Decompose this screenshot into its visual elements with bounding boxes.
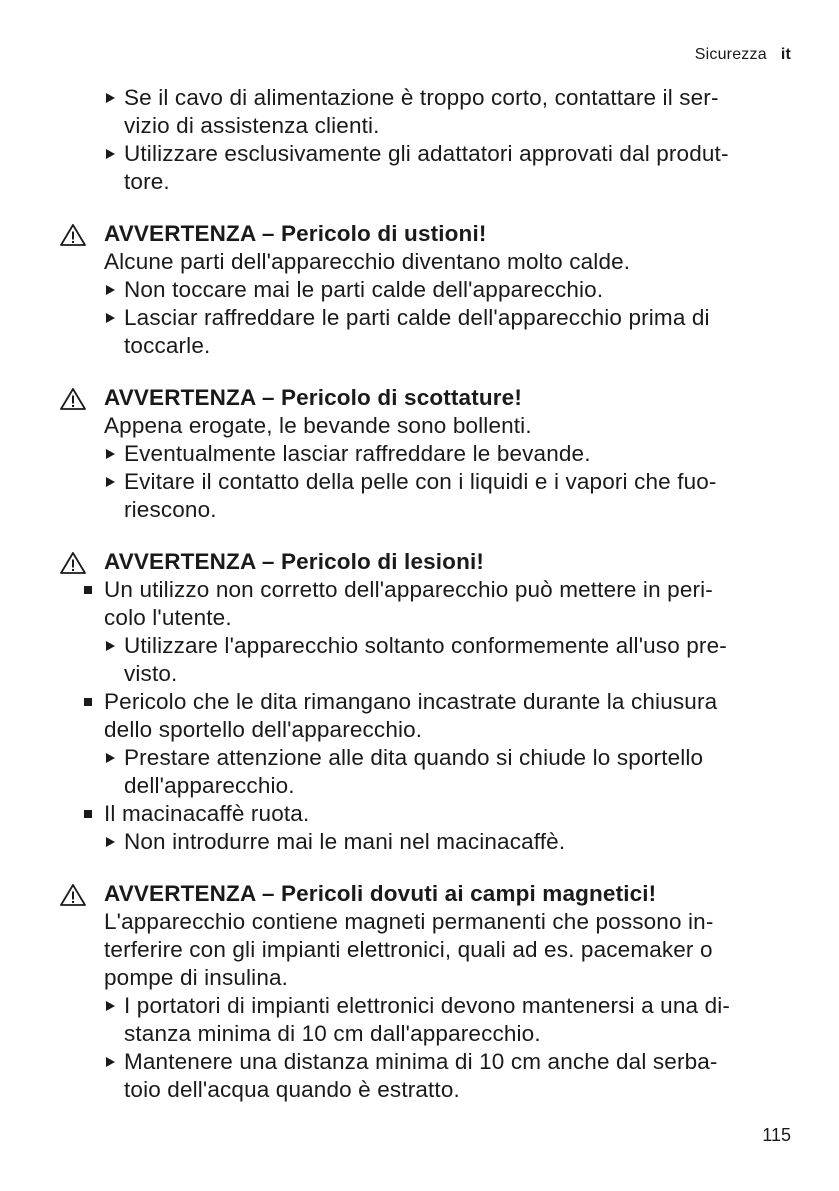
warning-text: Appena erogate, le bevande sono bollenti. [104,413,532,438]
bullet-square-icon [84,810,92,818]
arrow-icon [106,93,115,103]
bullet-item: Il macinacaffè ruota. Non introdurre mai le mani nel macinacaffè. [104,800,790,856]
arrow-icon [106,449,115,459]
warning-block [60,220,790,360]
warning-triangle-icon [59,551,87,575]
instruction-step: Utilizzare esclusivamente gli adattatori approvati dal produt- tore. [60,140,790,196]
arrow-icon [106,149,115,159]
warning-text: pompe di insulina. [104,965,289,990]
language-code: it [780,46,791,63]
warning-text: terferire con gli impianti elettronici, quali ad es. pacemaker o [104,937,713,962]
section-title: Sicurezza [694,46,767,63]
bullet-item: Pericolo che le dita rimangano incastrate durante la chiusura dello sportello dell'apparecchio. Prestare attenzione alle dita quando si chiude lo sportello dell'apparecchio. [104,688,790,800]
instruction-step: Lasciar raffreddare le parti calde dell'apparecchio prima di toccarle. [104,304,790,360]
page-header [695,46,791,64]
warning-triangle-icon [59,223,87,247]
bullet-square-icon [84,698,92,706]
instruction-step: Non introdurre mai le mani nel macinacaffè. [104,828,790,856]
instruction-step: I portatori di impianti elettronici devono mantenersi a una di- stanza minima di 10 cm dall'apparecchio. [104,992,790,1048]
arrow-icon [106,285,115,295]
warning-block [60,880,790,1104]
bullet-item: Un utilizzo non corretto dell'apparecchio può mettere in peri- colo l'utente. Utilizzare l'apparecchio soltanto conformemente all'uso pre- visto. [104,576,790,688]
instruction-step: Evitare il contatto della pelle con i liquidi e i vapori che fuo- riescono. [104,468,790,524]
arrow-icon [106,1001,115,1011]
warning-title: AVVERTENZA – Pericoli dovuti ai campi magnetici! [104,881,657,906]
document-body [60,84,790,1104]
warning-text: Alcune parti dell'apparecchio diventano molto calde. [104,249,631,274]
instruction-step: Se il cavo di alimentazione è troppo corto, contattare il ser- vizio di assistenza clienti. [60,84,790,140]
warning-block [60,548,790,856]
warning-title: AVVERTENZA – Pericolo di lesioni! [104,549,485,574]
instruction-step: Eventualmente lasciar raffreddare le bevande. [104,440,790,468]
instruction-step: Prestare attenzione alle dita quando si chiude lo sportello dell'apparecchio. [104,744,790,800]
instruction-step: Mantenere una distanza minima di 10 cm anche dal serba- toio dell'acqua quando è estratto. [104,1048,790,1104]
instruction-step: Utilizzare l'apparecchio soltanto conformemente all'uso pre- visto. [104,632,790,688]
warning-triangle-icon [59,387,87,411]
page-number: 115 [762,1125,791,1145]
arrow-icon [106,837,115,847]
warning-block [60,384,790,524]
warning-title: AVVERTENZA – Pericolo di ustioni! [104,221,487,246]
instruction-step: Non toccare mai le parti calde dell'apparecchio. [104,276,790,304]
warning-text: L'apparecchio contiene magneti permanenti che possono in- [104,909,714,934]
bullet-square-icon [84,586,92,594]
arrow-icon [106,753,115,763]
arrow-icon [106,1057,115,1067]
arrow-icon [106,477,115,487]
warning-triangle-icon [59,883,87,907]
arrow-icon [106,641,115,651]
arrow-icon [106,313,115,323]
warning-title: AVVERTENZA – Pericolo di scottature! [104,385,522,410]
